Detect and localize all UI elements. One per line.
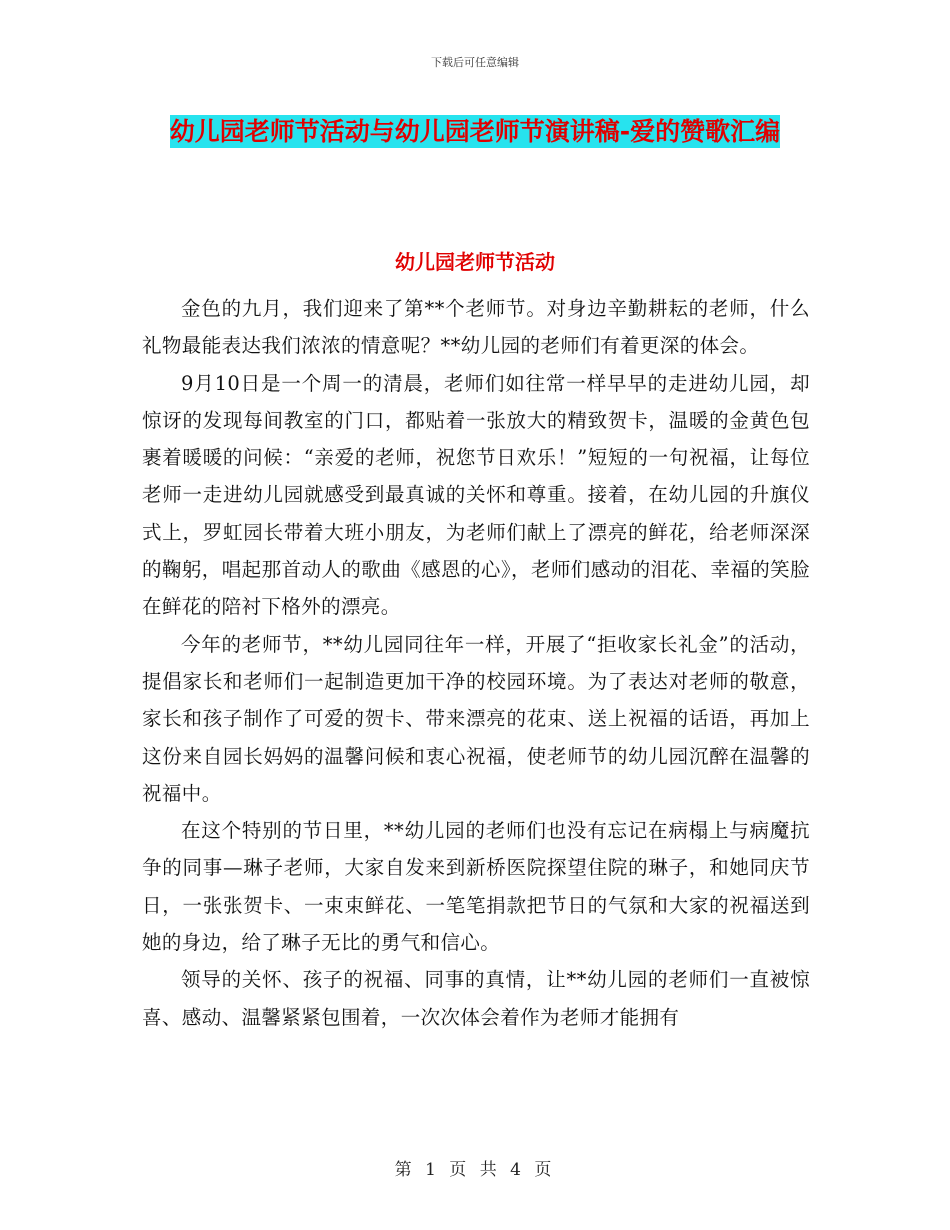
paragraph-4: 在这个特别的节日里，**幼儿园的老师们也没有忘记在病榻上与病魔抗争的同事—琳子老师，大家自发来到新桥医院探望住院的琳子，和她同庆节日，一张张贺卡、一束束鲜花、一笔笔捐款把节日的气氛和大家的祝福送到她的身边，给了琳子无比的勇气和信心。 <box>142 819 810 955</box>
paragraph-1: 金色的九月，我们迎来了第**个老师节。对身边辛勤耕耘的老师，什么礼物最能表达我们浓浓的情意呢？**幼儿园的老师们有着更深的体会。 <box>142 297 810 358</box>
document-title <box>150 110 800 154</box>
header-note: 下载后可任意编辑 <box>431 56 519 69</box>
paragraph-2: 9月10日是一个周一的清晨，老师们如往常一样早早的走进幼儿园，却惊讶的发现每间教室的门口，都贴着一张放大的精致贺卡，温暖的金黄色包裹着暖暖的问候：“亲爱的老师，祝您节日欢乐！”短短的一句祝福，让每位老师一走进幼儿园就感受到最真诚的关怀和尊重。接着，在幼儿园的升旗仪式上，罗虹园长带着大班小朋友，为老师们献上了漂亮的鲜花，给老师深深的鞠躬，唱起那首动人的歌曲《感恩的心》，老师们感动的泪花、幸福的笑脸在鲜花的陪衬下格外的漂亮。 <box>142 371 810 619</box>
paragraph-5: 领导的关怀、孩子的祝福、同事的真情，让**幼儿园的老师们一直被惊喜、感动、温馨紧紧包围着，一次次体会着作为老师才能拥有 <box>142 968 810 1029</box>
document-title-highlight: 幼儿园老师节活动与幼儿园老师节演讲稿-爱的赞歌汇编 <box>169 117 781 146</box>
body-text <box>142 290 810 1036</box>
section-title: 幼儿园老师节活动 <box>395 250 555 274</box>
paragraph-3: 今年的老师节，**幼儿园同往年一样，开展了“拒收家长礼金”的活动，提倡家长和老师们一起制造更加干净的校园环境。为了表达对老师的敬意，家长和孩子制作了可爱的贺卡、带来漂亮的花束、送上祝福的话语，再加上这份来自园长妈妈的温馨问候和衷心祝福，使老师节的幼儿园沉醉在温馨的祝福中。 <box>142 632 810 805</box>
page-footer: 第 1 页 共 4 页 <box>394 1160 556 1180</box>
